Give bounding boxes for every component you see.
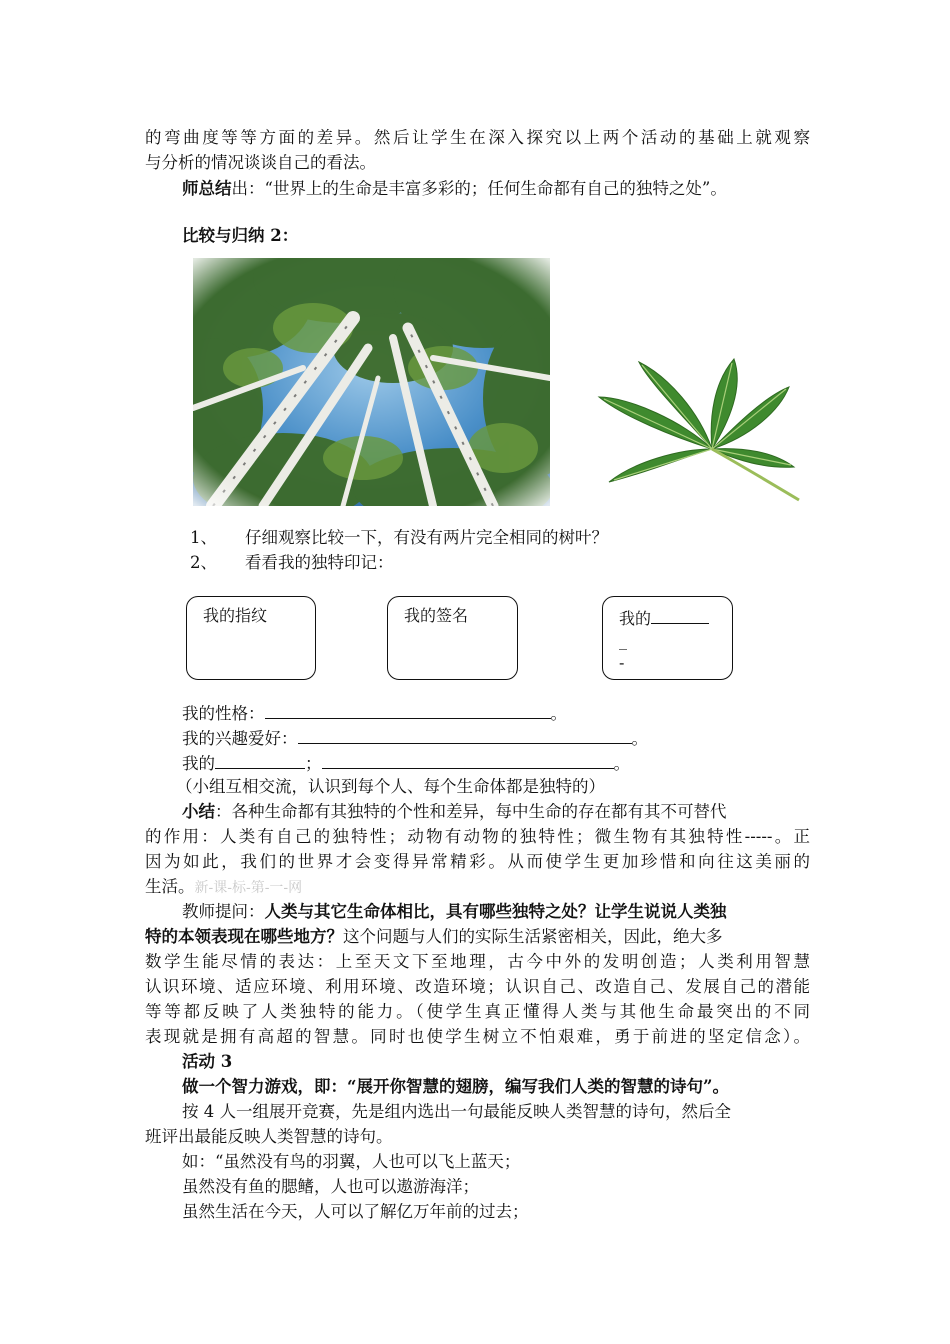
question-number: 2、 [190,553,217,572]
box-label: 我的签名 [404,606,469,625]
teacher-question-bold: 特的本领表现在哪些地方？ [145,927,343,946]
hobby-blank[interactable] [298,725,632,744]
teacher-question-line: 认识环境、适应环境、利用环境、改造环境；认识自己、改造自己、发展自己的潜能 [145,977,810,996]
teacher-question [182,900,847,924]
teacher-question-text: 这个问题与人们的实际生活紧密相关，因此，绝大多 [343,927,723,946]
question-1 [190,526,855,550]
question-number: 1、 [190,528,217,547]
poem-line: 如：“虽然没有鸟的羽翼，人也可以飞上蓝天； [182,1152,521,1171]
poem-line: 虽然生活在今天，人可以了解亿万年前的过去； [182,1202,529,1221]
mine-blank-2[interactable] [322,750,614,769]
teacher-question-line [145,925,810,949]
paragraph-line: 的弯曲度等等方面的差异。然后让学生在深入探究以上两个活动的基础上就观察 [145,128,810,147]
teacher-question-line: 等等都反映了人类独特的能力。（使学生真正懂得人类与其他生命最突出的不同 [145,1002,810,1021]
question-text: 看看我的独特印记： [245,553,394,572]
question-2 [190,551,855,575]
box-dash: - [619,653,625,672]
mine-label: 我的 [182,754,215,773]
birch-forest-photo [193,258,550,506]
teacher-question-line: 表现就是拥有高超的智慧。同时也使学生树立不怕艰难，勇于前进的坚定信念）。 [145,1027,810,1046]
teacher-question-bold: 人类与其它生命体相比，具有哪些独特之处？让学生说说人类独 [264,902,727,921]
period: 。 [613,754,630,773]
summary-text: ：各种生命都有其独特的个性和差异，每中生命的存在都有其不可替代 [215,802,727,821]
personality-label: 我的性格： [182,704,265,723]
group-note: （小组互相交流，认识到每个人、每个生命体都是独特的） [176,777,605,796]
summary-line [145,875,810,900]
activity-text: 按 4 人一组展开竞赛，先是组内选出一句最能反映人类智慧的诗句，然后全 [182,1102,731,1121]
box-label: 我的指纹 [203,606,268,625]
activity-title: 活动 3 [182,1052,233,1071]
summary-label: 小结 [182,802,215,821]
period: 。 [550,704,567,723]
summary-line: 因为如此，我们的世界才会变得异常精彩。从而使学生更加珍惜和向往这美丽的 [145,852,810,871]
watermark-text: 新-课-标-第-一-网 [194,880,303,896]
period: 。 [631,729,648,748]
personality-blank[interactable] [265,700,551,719]
custom-mark-box[interactable] [602,596,733,680]
mine-line [182,750,847,776]
teacher-summary [182,177,847,201]
hobby-line [182,725,847,751]
activity-game: 做一个智力游戏，即：“展开你智慧的翅膀，编写我们人类的智慧的诗句”。 [182,1077,729,1096]
box-underscore: _ [619,631,627,650]
personality-line [182,700,847,726]
summary-line: 的作用：人类有自己的独特性；动物有动物的独特性；微生物有其独特性-----。正 [145,827,810,846]
section-heading: 比较与归纳 2： [182,226,299,245]
signature-box[interactable] [387,596,518,680]
fingerprint-box[interactable] [186,596,316,680]
summary-text: 生活。 [145,877,195,896]
paragraph-line: 与分析的情况谈谈自己的看法。 [145,153,376,172]
box-label: 我的 [619,609,652,628]
mine-blank-1[interactable] [215,750,305,769]
box-blank[interactable] [651,605,709,624]
teacher-question-line: 数学生能尽情的表达：上至天文下至地理，古今中外的发明创造；人类利用智慧 [145,952,810,971]
teacher-summary-text: 出：“世界上的生命是丰富多彩的；任何生命都有自己的独特之处”。 [231,179,727,198]
poem-line: 虽然没有鱼的腮鳍，人也可以遨游海洋； [182,1177,479,1196]
summary-line [182,800,847,824]
semicolon: ； [305,754,322,773]
teacher-summary-label: 师总结 [182,179,232,198]
chestnut-leaf-photo [594,357,804,505]
activity-text: 班评出最能反映人类智慧的诗句。 [145,1127,393,1146]
teacher-question-prefix: 教师提问： [182,902,265,921]
hobby-label: 我的兴趣爱好： [182,729,298,748]
question-text: 仔细观察比较一下，有没有两片完全相同的树叶？ [245,528,608,547]
